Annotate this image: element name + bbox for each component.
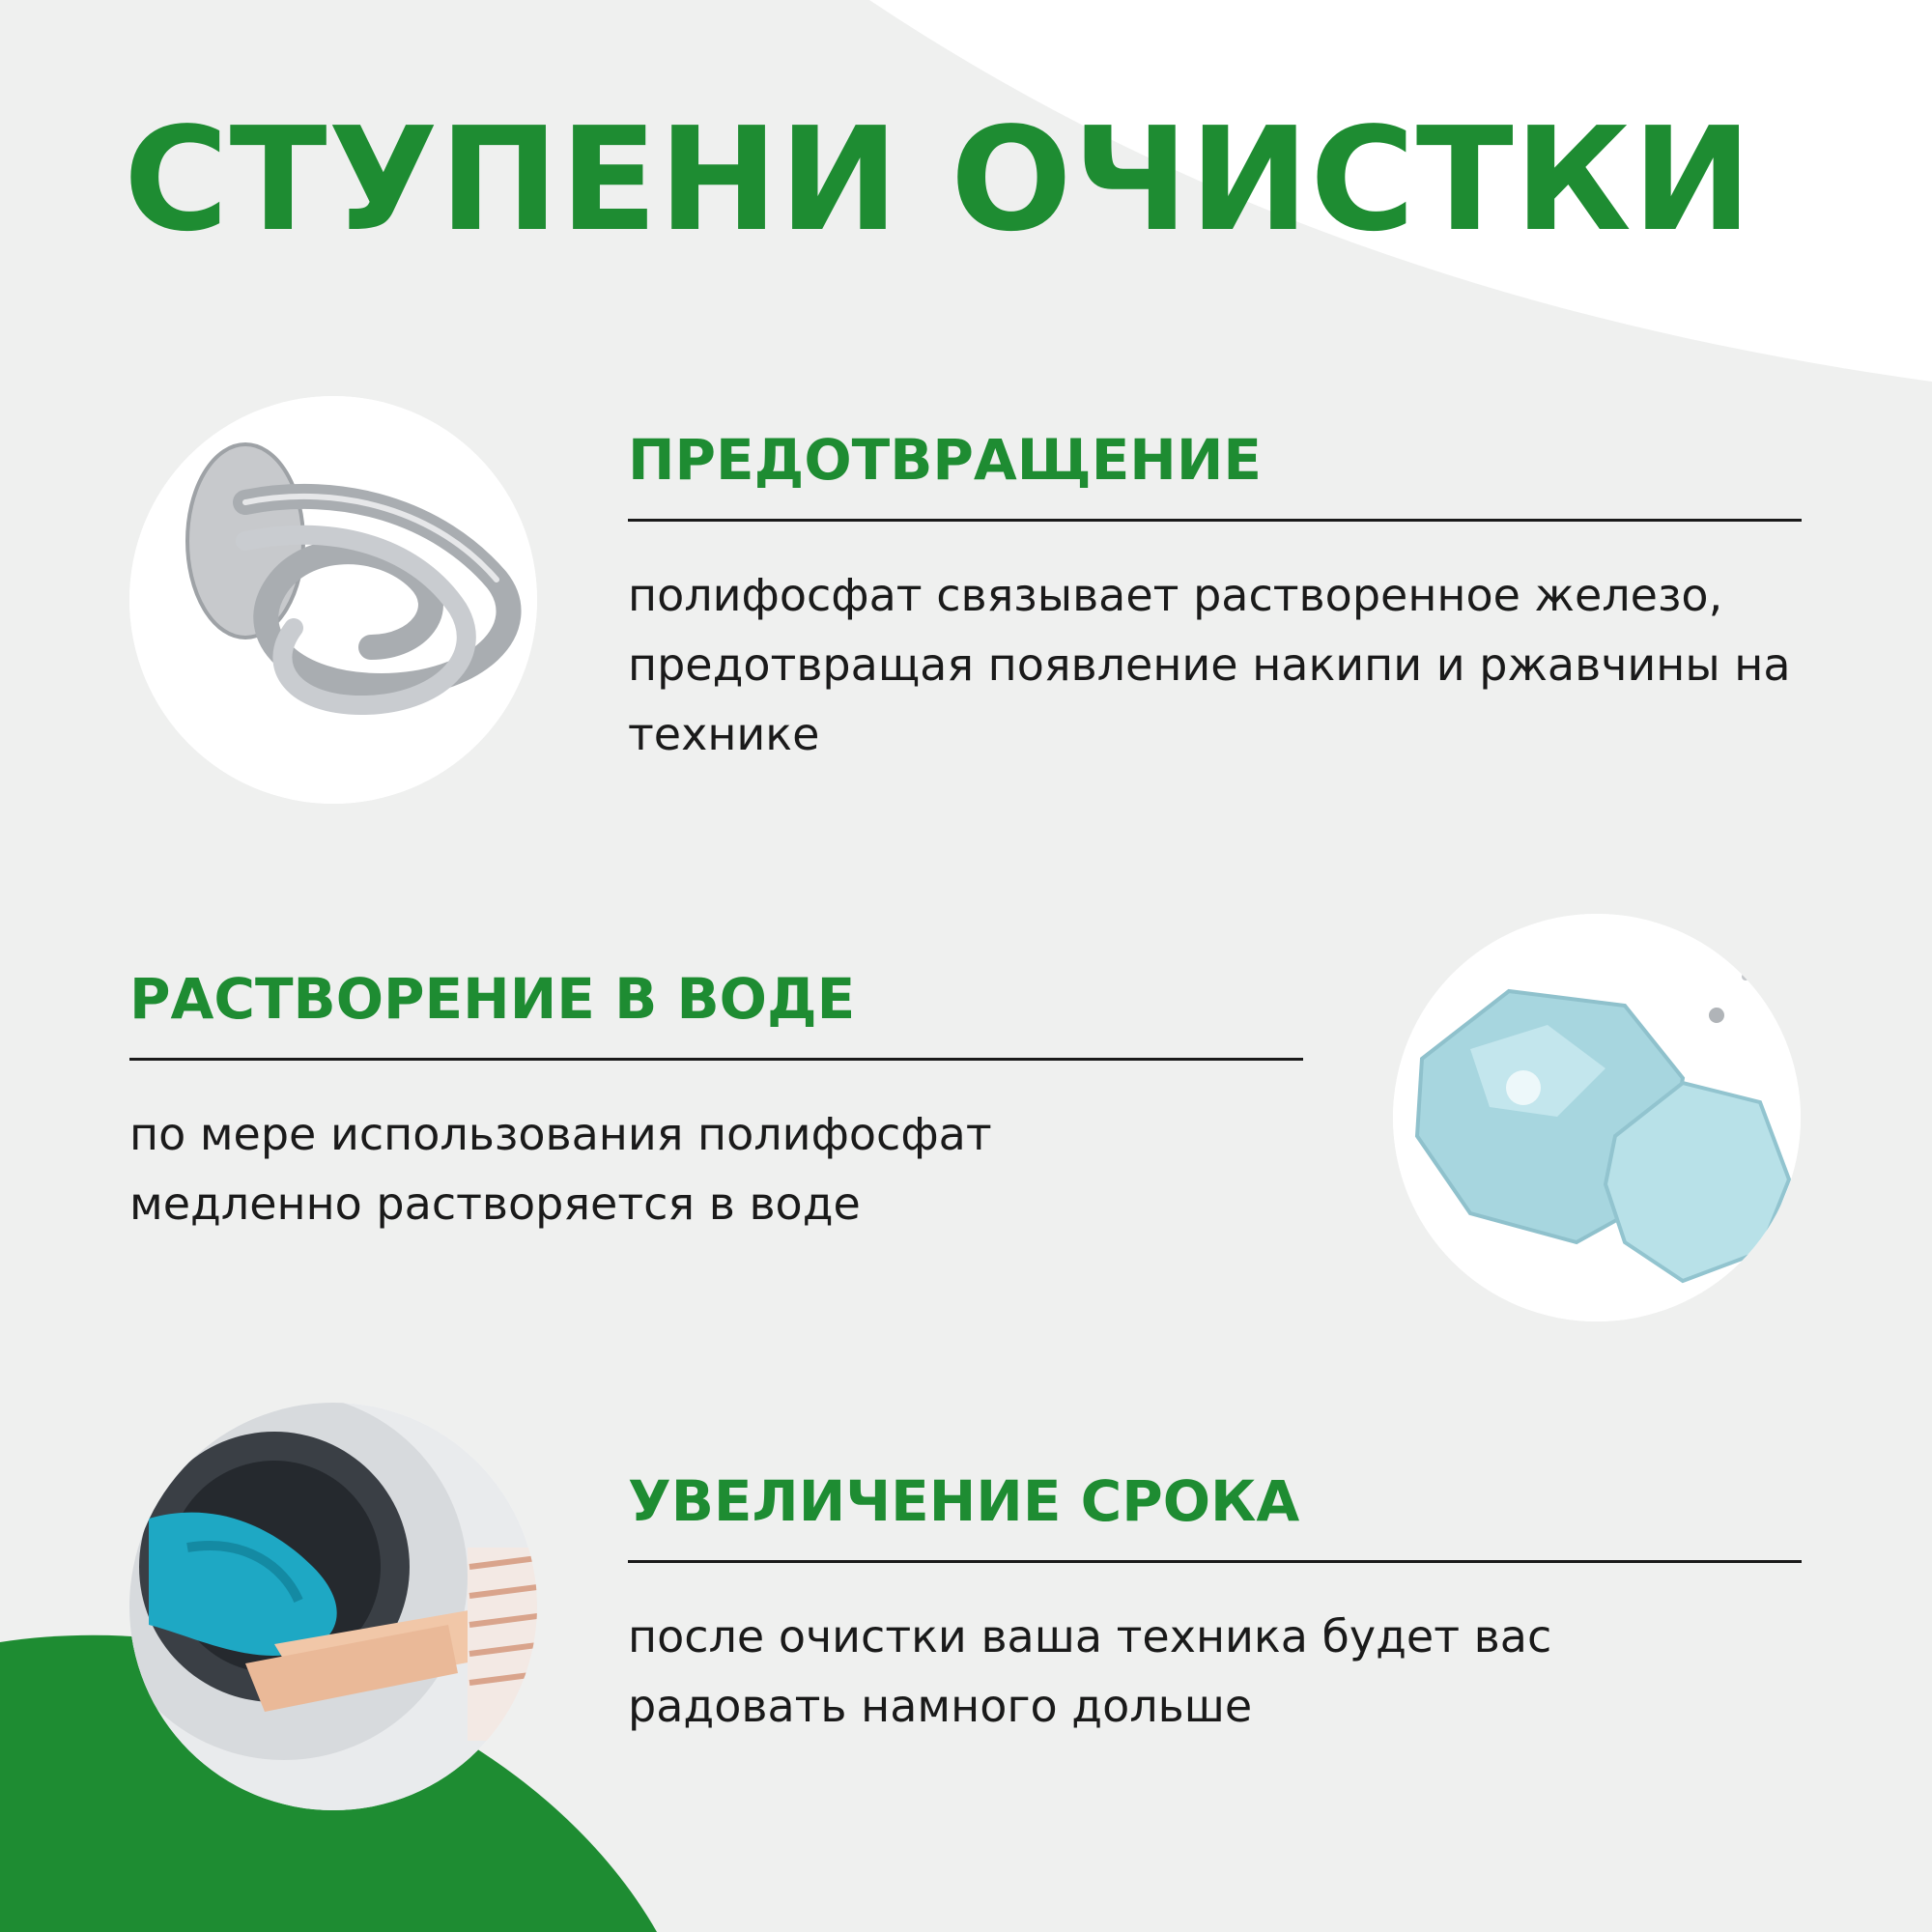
- step-dissolution: [129, 966, 1303, 1238]
- step-heading: ПРЕДОТВРАЩЕНИЕ: [628, 427, 1263, 493]
- divider: [628, 1560, 1802, 1563]
- divider: [628, 519, 1802, 522]
- polyphosphate-crystals-image: [1393, 914, 1801, 1321]
- step-longevity: [628, 1468, 1802, 1741]
- step-heading: РАСТВОРЕНИЕ В ВОДЕ: [129, 966, 856, 1032]
- step-description: полифосфат связывает растворенное железо, предотвращая появление накипи и ржавчины на технике: [628, 568, 1791, 760]
- page-title: СТУПЕНИ ОЧИСТКИ: [124, 97, 1753, 263]
- heating-element-image: [129, 396, 537, 804]
- step-heading: УВЕЛИЧЕНИЕ СРОКА: [628, 1468, 1300, 1534]
- step-description: по мере использования полифосфат медленно растворяется в воде: [129, 1107, 992, 1230]
- step-prevention: [628, 427, 1802, 769]
- washing-machine-image: [129, 1403, 537, 1810]
- step-description: после очистки ваша техника будет вас радовать намного дольше: [628, 1609, 1552, 1732]
- divider: [129, 1058, 1303, 1061]
